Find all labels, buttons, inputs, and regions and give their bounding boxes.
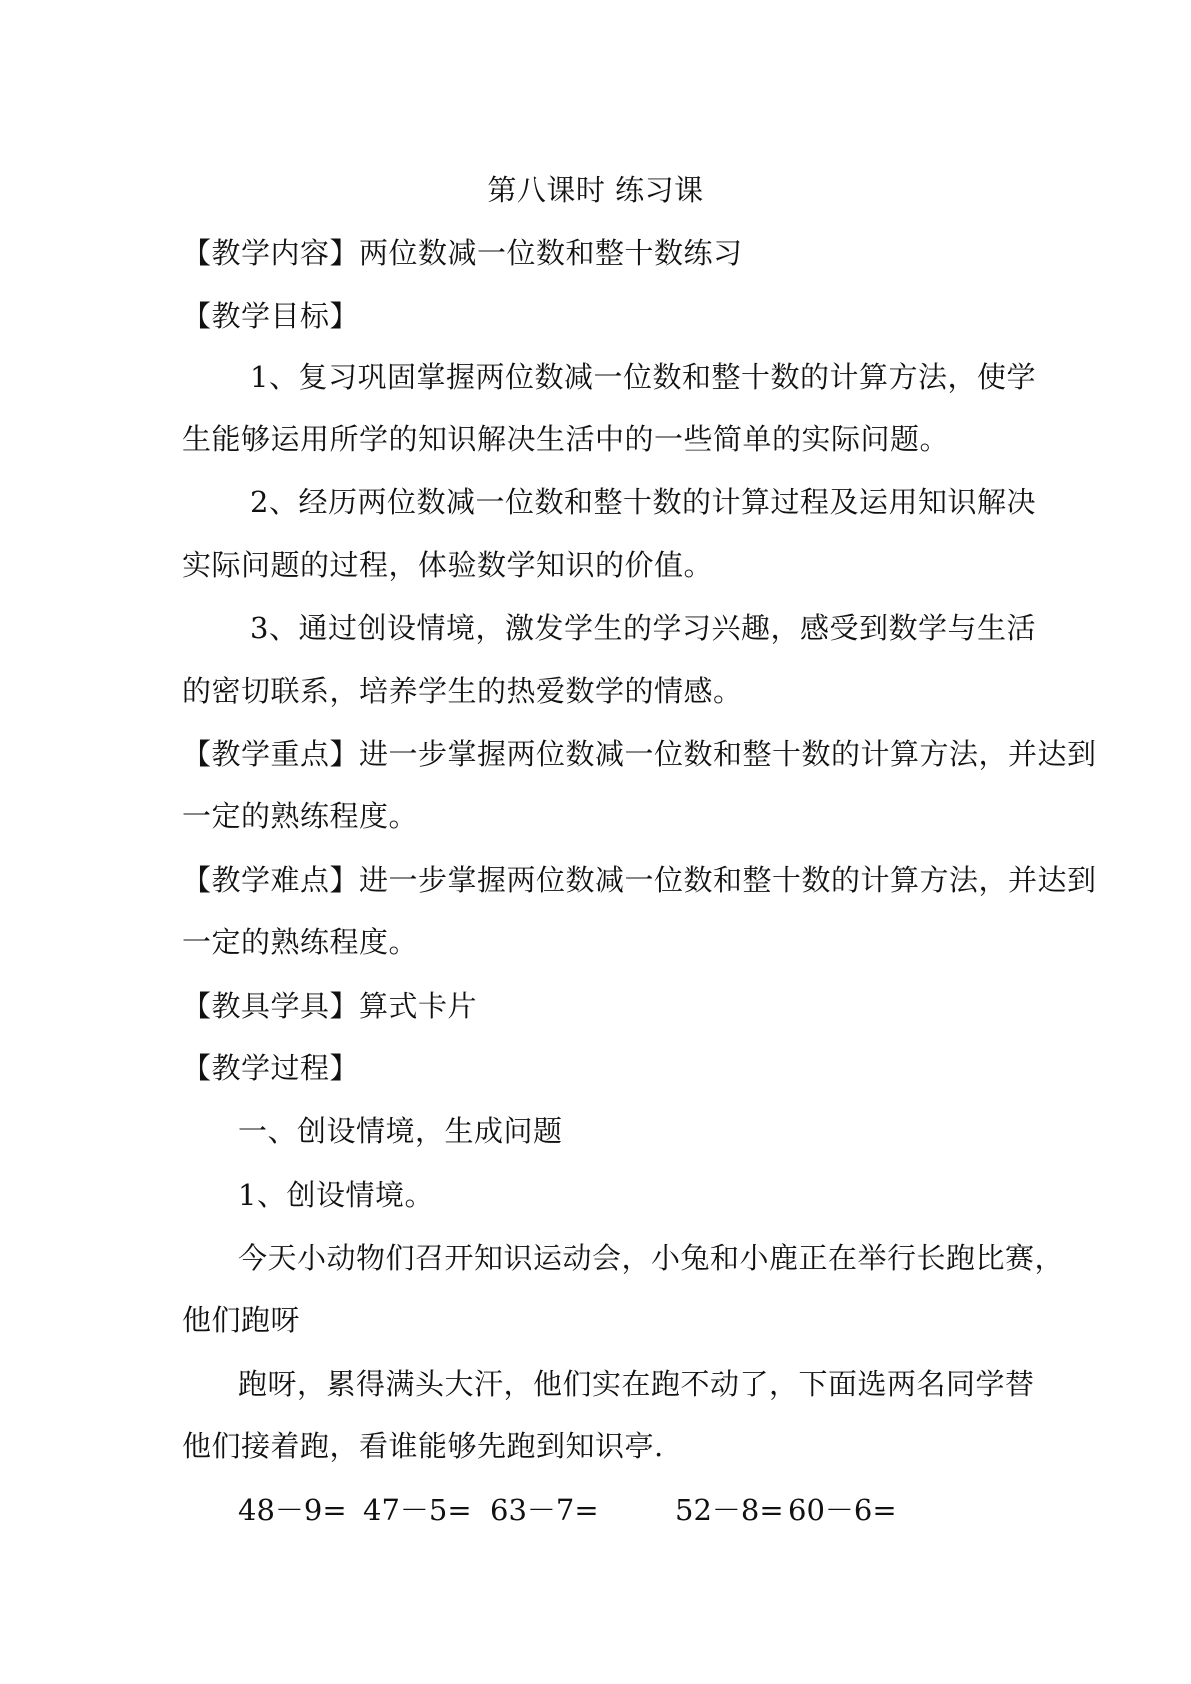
story-line-2: 他们跑呀	[182, 1303, 301, 1337]
key-point-line-1: 【教学重点】进一步掌握两位数减一位数和整十数的计算方法，并达到	[182, 737, 1097, 771]
teaching-tools: 【教具学具】算式卡片	[182, 989, 478, 1023]
objectives-heading: 【教学目标】	[182, 299, 360, 333]
key-point-line-2: 一定的熟练程度。	[182, 799, 419, 833]
objective-2-line-2: 实际问题的过程，体验数学知识的价值。	[182, 548, 714, 582]
process-heading: 【教学过程】	[182, 1051, 360, 1085]
equation-3: 63－7=	[490, 1493, 599, 1527]
section-1-heading: 一、创设情境，生成问题	[238, 1114, 563, 1148]
equation-1: 48－9=	[238, 1493, 347, 1527]
objective-2-line-1: 2、经历两位数减一位数和整十数的计算过程及运用知识解决	[250, 485, 1036, 519]
objective-1-line-1: 1、复习巩固掌握两位数减一位数和整十数的计算方法，使学	[250, 360, 1036, 394]
objective-3-line-1: 3、通过创设情境，激发学生的学习兴趣，感受到数学与生活	[250, 611, 1036, 645]
difficulty-line-2: 一定的熟练程度。	[182, 925, 419, 959]
objective-1-line-2: 生能够运用所学的知识解决生活中的一些简单的实际问题。	[182, 422, 950, 456]
story-line-3: 跑呀，累得满头大汗，他们实在跑不动了，下面选两名同学替	[238, 1367, 1035, 1401]
teaching-content: 【教学内容】两位数减一位数和整十数练习	[182, 236, 743, 270]
step-1: 1、创设情境。	[238, 1178, 434, 1212]
difficulty-line-1: 【教学难点】进一步掌握两位数减一位数和整十数的计算方法，并达到	[182, 863, 1097, 897]
lesson-title: 第八课时 练习课	[487, 173, 704, 207]
story-line-4: 他们接着跑，看谁能够先跑到知识亭.	[182, 1429, 664, 1463]
equation-4: 52－8=	[675, 1493, 784, 1527]
equation-2: 47－5=	[363, 1493, 472, 1527]
story-line-1: 今天小动物们召开知识运动会，小兔和小鹿正在举行长跑比赛，	[238, 1241, 1065, 1275]
objective-3-line-2: 的密切联系，培养学生的热爱数学的情感。	[182, 674, 743, 708]
equation-5: 60－6=	[788, 1493, 897, 1527]
